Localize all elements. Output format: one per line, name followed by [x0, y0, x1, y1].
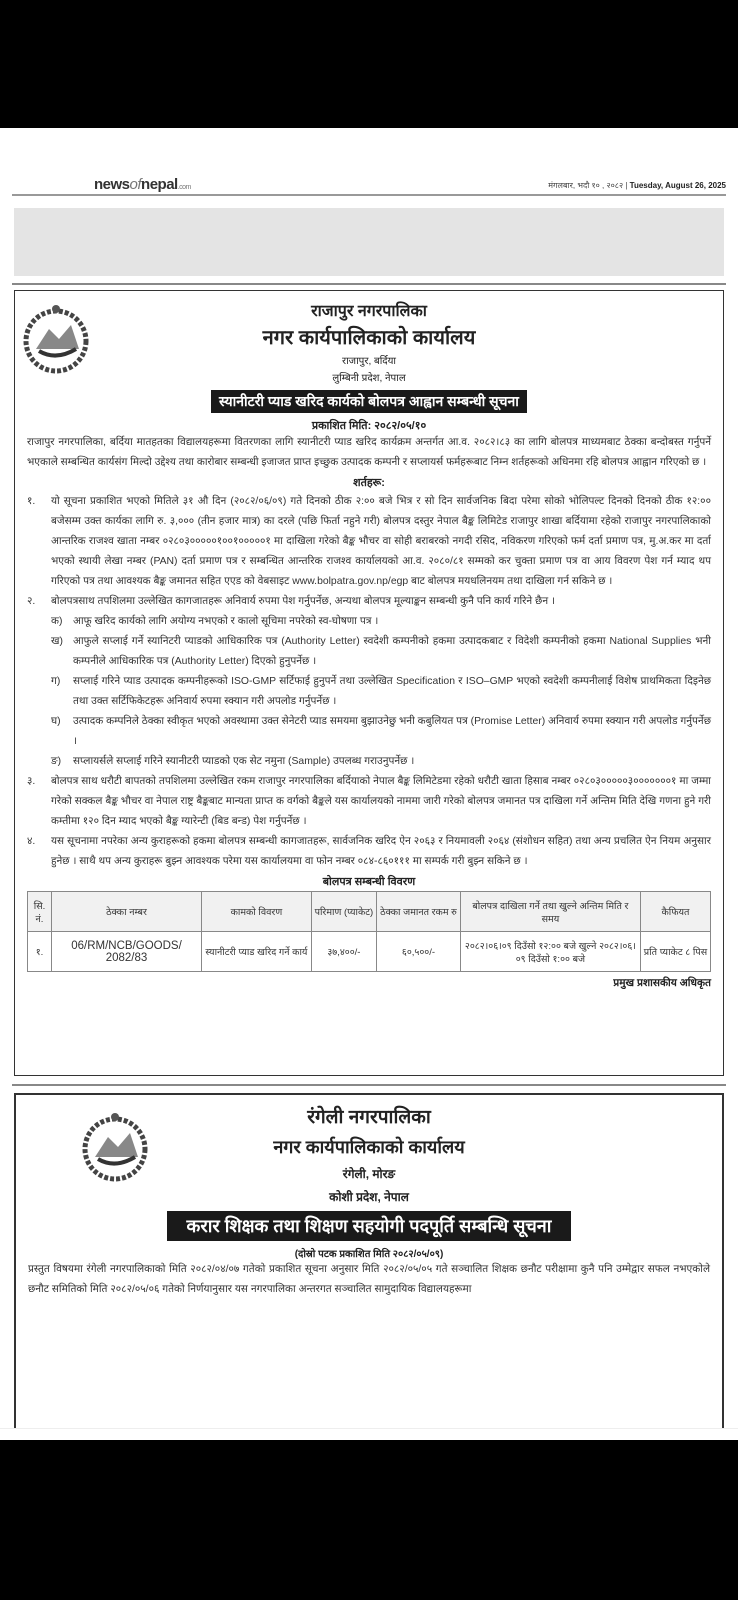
date-nepali: मंगलबार, भदौ १० , २०८२ |	[548, 181, 628, 190]
col-header: ठेक्का नम्बर	[52, 892, 202, 932]
masthead	[12, 174, 726, 196]
office-name: नगर कार्यपालिकाको कार्यालय	[262, 327, 476, 349]
col-header: बोलपत्र दाखिला गर्ने तथा खुल्ने अन्तिम मिति र समय	[460, 892, 640, 932]
cell: ३७,४००/-	[311, 932, 376, 972]
table-title: बोलपत्र सम्बन्धी विवरण	[322, 876, 416, 888]
condition-item: ३. बोलपत्र साथ धरौटी बापतको तपशिलमा उल्लेखित रकम राजापुर नगरपालिका बर्दियाको नेपाल बैङ्क लिमिटेडमा रहेको धरौटी खाता हिसाब नम्बर ०२८०३०००००३०००००००१ मा जम्मा गरेको सक्कल बैङ्क भौचर वा नेपाल राष्ट्र बैङ्कबाट मान्यता प्राप्त क वर्गको बैङ्कले यस कार्यालयको नाममा जारी गरेको बोलपत्र जमानत पत्र दाखिला गर्ने अन्तिम मिति देखि गणना हुने गरी कम्तीमा १२० दिन म्याद भएको बैङ्क ग्यारेन्टी (बिड बन्ड) पेश गर्नुपर्नेछ ।	[27, 776, 711, 827]
recruitment-notice	[14, 1093, 724, 1440]
sub-item: ङ) सप्लायर्सले सप्लाई गरिने स्यानीटरी प्याडको एक सेट नमुना (Sample) उपलब्ध गराउनुपर्नेछ ।	[51, 756, 415, 767]
address-line: राजापुर, बर्दिया	[341, 356, 397, 367]
condition-item: १. यो सूचना प्रकाशित भएको मितिले ३१ औ दिन (२०८२/०६/०९) गते दिनको ठीक २:०० बजे भित्र र सो दिन सार्वजनिक बिदा परेमा सोको भोलिपल्ट दिनको दिनको ठीक १२:०० बजेसम्म उक्त कार्यका लागि रु. ३,००० (तीन हजार मात्र) का दरले (पछि फिर्ता नहुने गरी) बोलपत्र दस्तुर नेपाल बैङ्क लिमिटेड राजापुर शाखा बर्दियामा रहेको राजापुर नगरपालिकाको आन्तरिक राजश्व खाता नम्बर ०२८०३०००००१००१०००००१ मा दाखिला गरेको बैङ्क भौचर वा सोही बराबरको नगदी रसिद, नविकरण गरिएको फर्म दर्ता प्रमाण पत्र, मु.अ.कर मा दर्ता भएको स्थायी लेखा नम्बर (PAN) दर्ता प्रमाण पत्र र सम्बन्धित आन्तरिक राजश्व कार्यालयको आ.व. २०८०/८१ सम्मको कर चुक्ता प्रमाण पत्र वा आय विवरण पेश गर्न म्याद थप गरिएको पत्र तथा आवश्यक बैङ्क जमानत सहित एएड को वेबसाइट www.bolpatra.gov.np/egp बाट बोलपत्र मयधलिनयम तथा दाखिला गर्न सकिने छ ।	[27, 496, 711, 587]
sub-item: क) आफू खरिद कार्यको लागि अयोग्य नभएको र कालो सूचिमा नपरेको स्व-घोषणा पत्र ।	[51, 616, 379, 627]
intro-paragraph: राजापुर नगरपालिका, बर्दिया मातहतका विद्यालयहरूमा वितरणका लागि स्यानीटरी प्याड खरिद कार्यक्रम अन्तर्गत आ.व. २०८२।८३ का लागि बोलपत्र माध्यमबाट ठेक्का बन्दोबस्त गर्नुपर्ने भएकाले सम्बन्धित कार्यसंग मिल्दो उद्देश्य तथा कारोबार सम्बन्धी इजाजत प्राप्त इच्छुक उत्पादक कम्पनी र सप्लायर्स फर्महरूबाट निम्न शर्तहरूको अधिनमा रहि बोलपत्र आह्वान गरिएको छ ।	[27, 437, 711, 468]
cell: 06/RM/NCB/GOODS/ 2082/83	[52, 932, 202, 972]
org-name: रंगेली नगरपालिका	[307, 1107, 431, 1128]
cell: स्यानीटरी प्याड खरिद गर्ने कार्य	[202, 932, 312, 972]
cell: ६०,५००/-	[377, 932, 461, 972]
document-page	[0, 128, 738, 1440]
sub-item: ख) आफुले सप्लाई गर्ने स्यानिटरी प्याडको आधिकारिक पत्र (Authority Letter) स्वदेशी कम्पनीको हकमा उत्पादकबाट र विदेशी कम्पनीको हकमा National Supplies भनी कम्पनीले आधिकारिक पत्र (Authority Letter) दिएको हुनुपर्नेछ ।	[51, 636, 711, 667]
table-header-row	[28, 892, 711, 932]
tender-notice	[14, 290, 724, 1076]
divider	[12, 1084, 726, 1086]
tender-details-table	[27, 891, 711, 972]
address-line: लुम्बिनी प्रदेश, नेपाल	[332, 373, 406, 384]
sub-item: घ) उत्पादक कम्पनिले ठेक्का स्वीकृत भएको अवस्थामा उक्त सेनेटरी प्याड समयमा बुझाउनेछु भनी कबुलियत पत्र (Promise Letter) अनिवार्य रुपमा स्क्यान गरी अपलोड गर्नुपर्नेछ ।	[51, 716, 711, 747]
newspaper-logo: newsofnepal.com	[94, 176, 191, 193]
cell: १.	[28, 932, 52, 972]
table-row	[28, 932, 711, 972]
ad-placeholder	[14, 208, 724, 276]
cell: प्रति प्याकेट ८ पिस	[640, 932, 710, 972]
nepal-emblem-icon	[80, 1107, 150, 1187]
col-header: ठेक्का जमानत रकम रु	[377, 892, 461, 932]
col-header: कैफियत	[640, 892, 710, 932]
notice-title: स्यानीटरी प्याड खरिद कार्यको बोलपत्र आह्वान सम्बन्धी सूचना	[211, 390, 527, 413]
col-header: परिमाण (प्याकेट)	[311, 892, 376, 932]
sub-item: ग) सप्लाई गरिने प्याड उत्पादक कम्पनीहरूको ISO-GMP सर्टिफाई हुनुपर्ने तथा उल्लेखित Specification र ISO–GMP भएको स्वदेशी कम्पनीलाई विशेष प्राथमिकता दिइनेछ तथा उक्त सर्टिफिकेटहरू अनिवार्य रुपमा स्क्यान गरी अपलोड गर्नुपर्नेछ ।	[51, 676, 711, 707]
condition-item: २. बोलपत्रसाथ तपशिलमा उल्लेखित कागजातहरू अनिवार्य रुपमा पेश गर्नुपर्नेछ, अन्यथा बोलपत्र मूल्याङ्कन सम्बन्धी कुनै पनि कार्य गरिने छैन ।	[27, 596, 555, 607]
viewer-toolbar	[0, 1428, 738, 1440]
dateline	[548, 180, 726, 191]
address-line: रंगेली, मोरङ	[342, 1167, 396, 1181]
col-header: सि. नं.	[28, 892, 52, 932]
office-name: नगर कार्यपालिकाको कार्यालय	[273, 1137, 465, 1157]
address-line: कोशी प्रदेश, नेपाल	[329, 1190, 409, 1204]
intro-paragraph: प्रस्तुत विषयमा रंगेली नगरपालिकाको मिति २०८२/०४/०७ गतेको प्रकाशित सूचना अनुसार मिति २०८२/०५/०५ गते सञ्चालित शिक्षक छनौट परीक्षामा कुनै पनि उम्मेद्वार सफल नभएकोले छनौट समितिको मिति २०८२/०५/०६ गतेको निर्णयानुसार यस नगरपालिका अन्तरगत सञ्चालित सामुदायिक विद्यालयहरूमा	[28, 1264, 710, 1295]
divider	[12, 283, 726, 285]
published-date: (दोस्रो पटक प्रकाशित मिति २०८२/०५/०९)	[294, 1249, 444, 1260]
cell: २०८२।०६।०९ दिउँसो १२:०० बजे खुल्ने २०८२।०६।०९ दिउँसो १:०० बजे	[460, 932, 640, 972]
nepal-emblem-icon	[21, 299, 91, 379]
org-name: राजापुर नगरपालिका	[311, 303, 427, 320]
signature-title: प्रमुख प्रशासकीय अधिकृत	[613, 977, 711, 989]
date-english: Tuesday, August 26, 2025	[629, 181, 726, 190]
col-header: कामको विवरण	[202, 892, 312, 932]
condition-item: ४. यस सूचनामा नपरेका अन्य कुराहरूको हकमा बोलपत्र सम्बन्धी कागजातहरू, सार्वजनिक खरिद ऐन २०६३ र नियमावली २०६४ (संशोधन सहित) तथा अन्य प्रचलित ऐन नियम अनुसार हुनेछ । साथै थप अन्य कुराहरू बुझ्न आवश्यक परेमा यस कार्यालयमा वा फोन नम्बर ०८४-८६०१११ मा सम्पर्क गरी बुझ्न सकिने छ ।	[27, 836, 711, 867]
notice-title: करार शिक्षक तथा शिक्षण सहयोगी पदपूर्ति सम्बन्धि सूचना	[167, 1211, 572, 1241]
published-date: प्रकाशित मिति: २०८२/०५/१०	[311, 420, 427, 432]
conditions-heading: शर्तहरू:	[353, 477, 385, 489]
